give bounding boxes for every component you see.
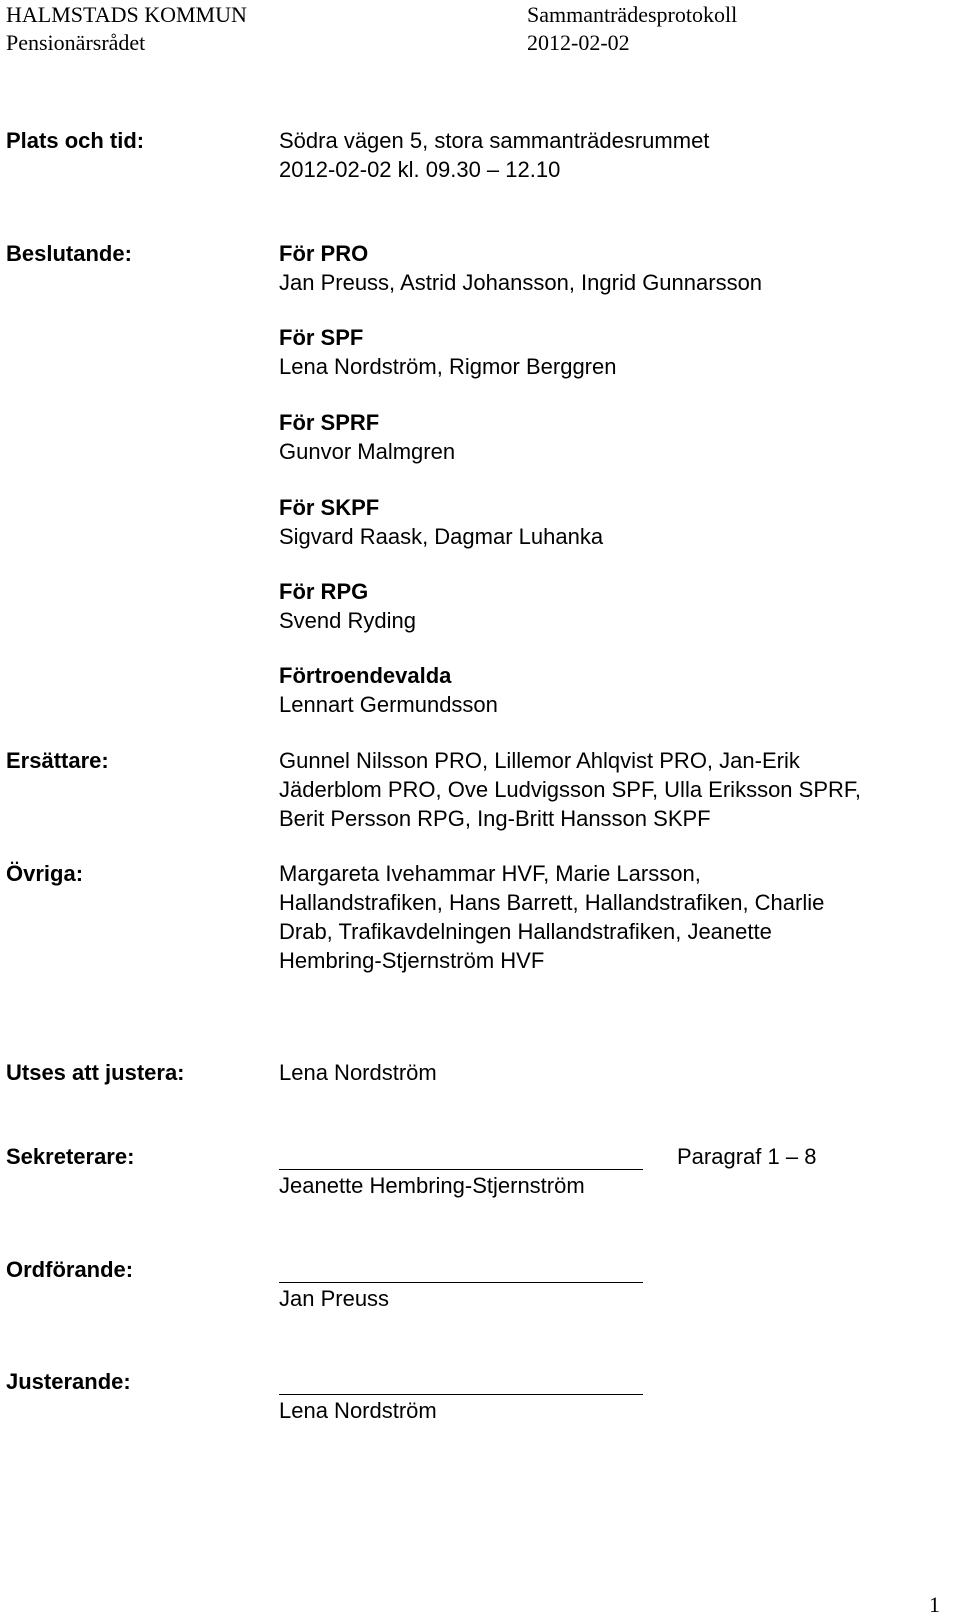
substitutes-line: Jäderblom PRO, Ove Ludvigsson SPF, Ulla Eriksson SPRF,	[279, 777, 862, 802]
group-names: Gunvor Malmgren	[279, 439, 456, 464]
group-names: Svend Ryding	[279, 608, 416, 633]
chair-signature-line	[279, 1282, 643, 1283]
adjuster-appointed-label: Utses att justera:	[6, 1060, 185, 1085]
board-name: Pensionärsrådet	[6, 30, 146, 55]
others-line: Drab, Trafikavdelningen Hallandstrafiken, Jeanette	[279, 919, 772, 944]
decision-makers-label: Beslutande:	[6, 241, 132, 266]
group-title: För SKPF	[279, 495, 380, 520]
document-type: Sammanträdesprotokoll	[527, 2, 738, 27]
group-title: För SPRF	[279, 410, 380, 435]
adjuster-appointed-name: Lena Nordström	[279, 1060, 437, 1085]
page-number: 1	[929, 1592, 940, 1617]
secretary-label: Sekreterare:	[6, 1144, 135, 1169]
secretary-name: Jeanette Hembring-Stjernström	[279, 1173, 585, 1198]
others-line: Hallandstrafiken, Hans Barrett, Hallandstrafiken, Charlie	[279, 890, 825, 915]
group-title: Förtroendevalda	[279, 663, 452, 688]
meeting-date: 2012-02-02	[527, 30, 630, 55]
substitutes-line: Berit Persson RPG, Ing-Britt Hansson SKPF	[279, 806, 711, 831]
place-time-label: Plats och tid:	[6, 128, 145, 153]
org-name: HALMSTADS KOMMUN	[6, 2, 247, 27]
time-line: 2012-02-02 kl. 09.30 – 12.10	[279, 157, 561, 182]
group-names: Lennart Germundsson	[279, 692, 498, 717]
group-title: För RPG	[279, 579, 369, 604]
adjuster-signature-line	[279, 1394, 643, 1395]
group-names: Sigvard Raask, Dagmar Luhanka	[279, 524, 604, 549]
substitutes-line: Gunnel Nilsson PRO, Lillemor Ahlqvist PRO, Jan-Erik	[279, 748, 800, 773]
others-line: Hembring-Stjernström HVF	[279, 948, 545, 973]
group-title: För SPF	[279, 325, 364, 350]
adjuster-label: Justerande:	[6, 1369, 131, 1394]
place-line: Södra vägen 5, stora sammanträdesrummet	[279, 128, 710, 153]
paragraph-range: Paragraf 1 – 8	[677, 1144, 817, 1169]
chair-name: Jan Preuss	[279, 1286, 390, 1311]
substitutes-label: Ersättare:	[6, 748, 109, 773]
group-names: Lena Nordström, Rigmor Berggren	[279, 354, 617, 379]
group-names: Jan Preuss, Astrid Johansson, Ingrid Gunnarsson	[279, 270, 763, 295]
secretary-signature-line	[279, 1169, 643, 1170]
others-label: Övriga:	[6, 861, 84, 886]
adjuster-name: Lena Nordström	[279, 1398, 437, 1423]
others-line: Margareta Ivehammar HVF, Marie Larsson,	[279, 861, 701, 886]
chair-label: Ordförande:	[6, 1257, 134, 1282]
group-title: För PRO	[279, 241, 369, 266]
